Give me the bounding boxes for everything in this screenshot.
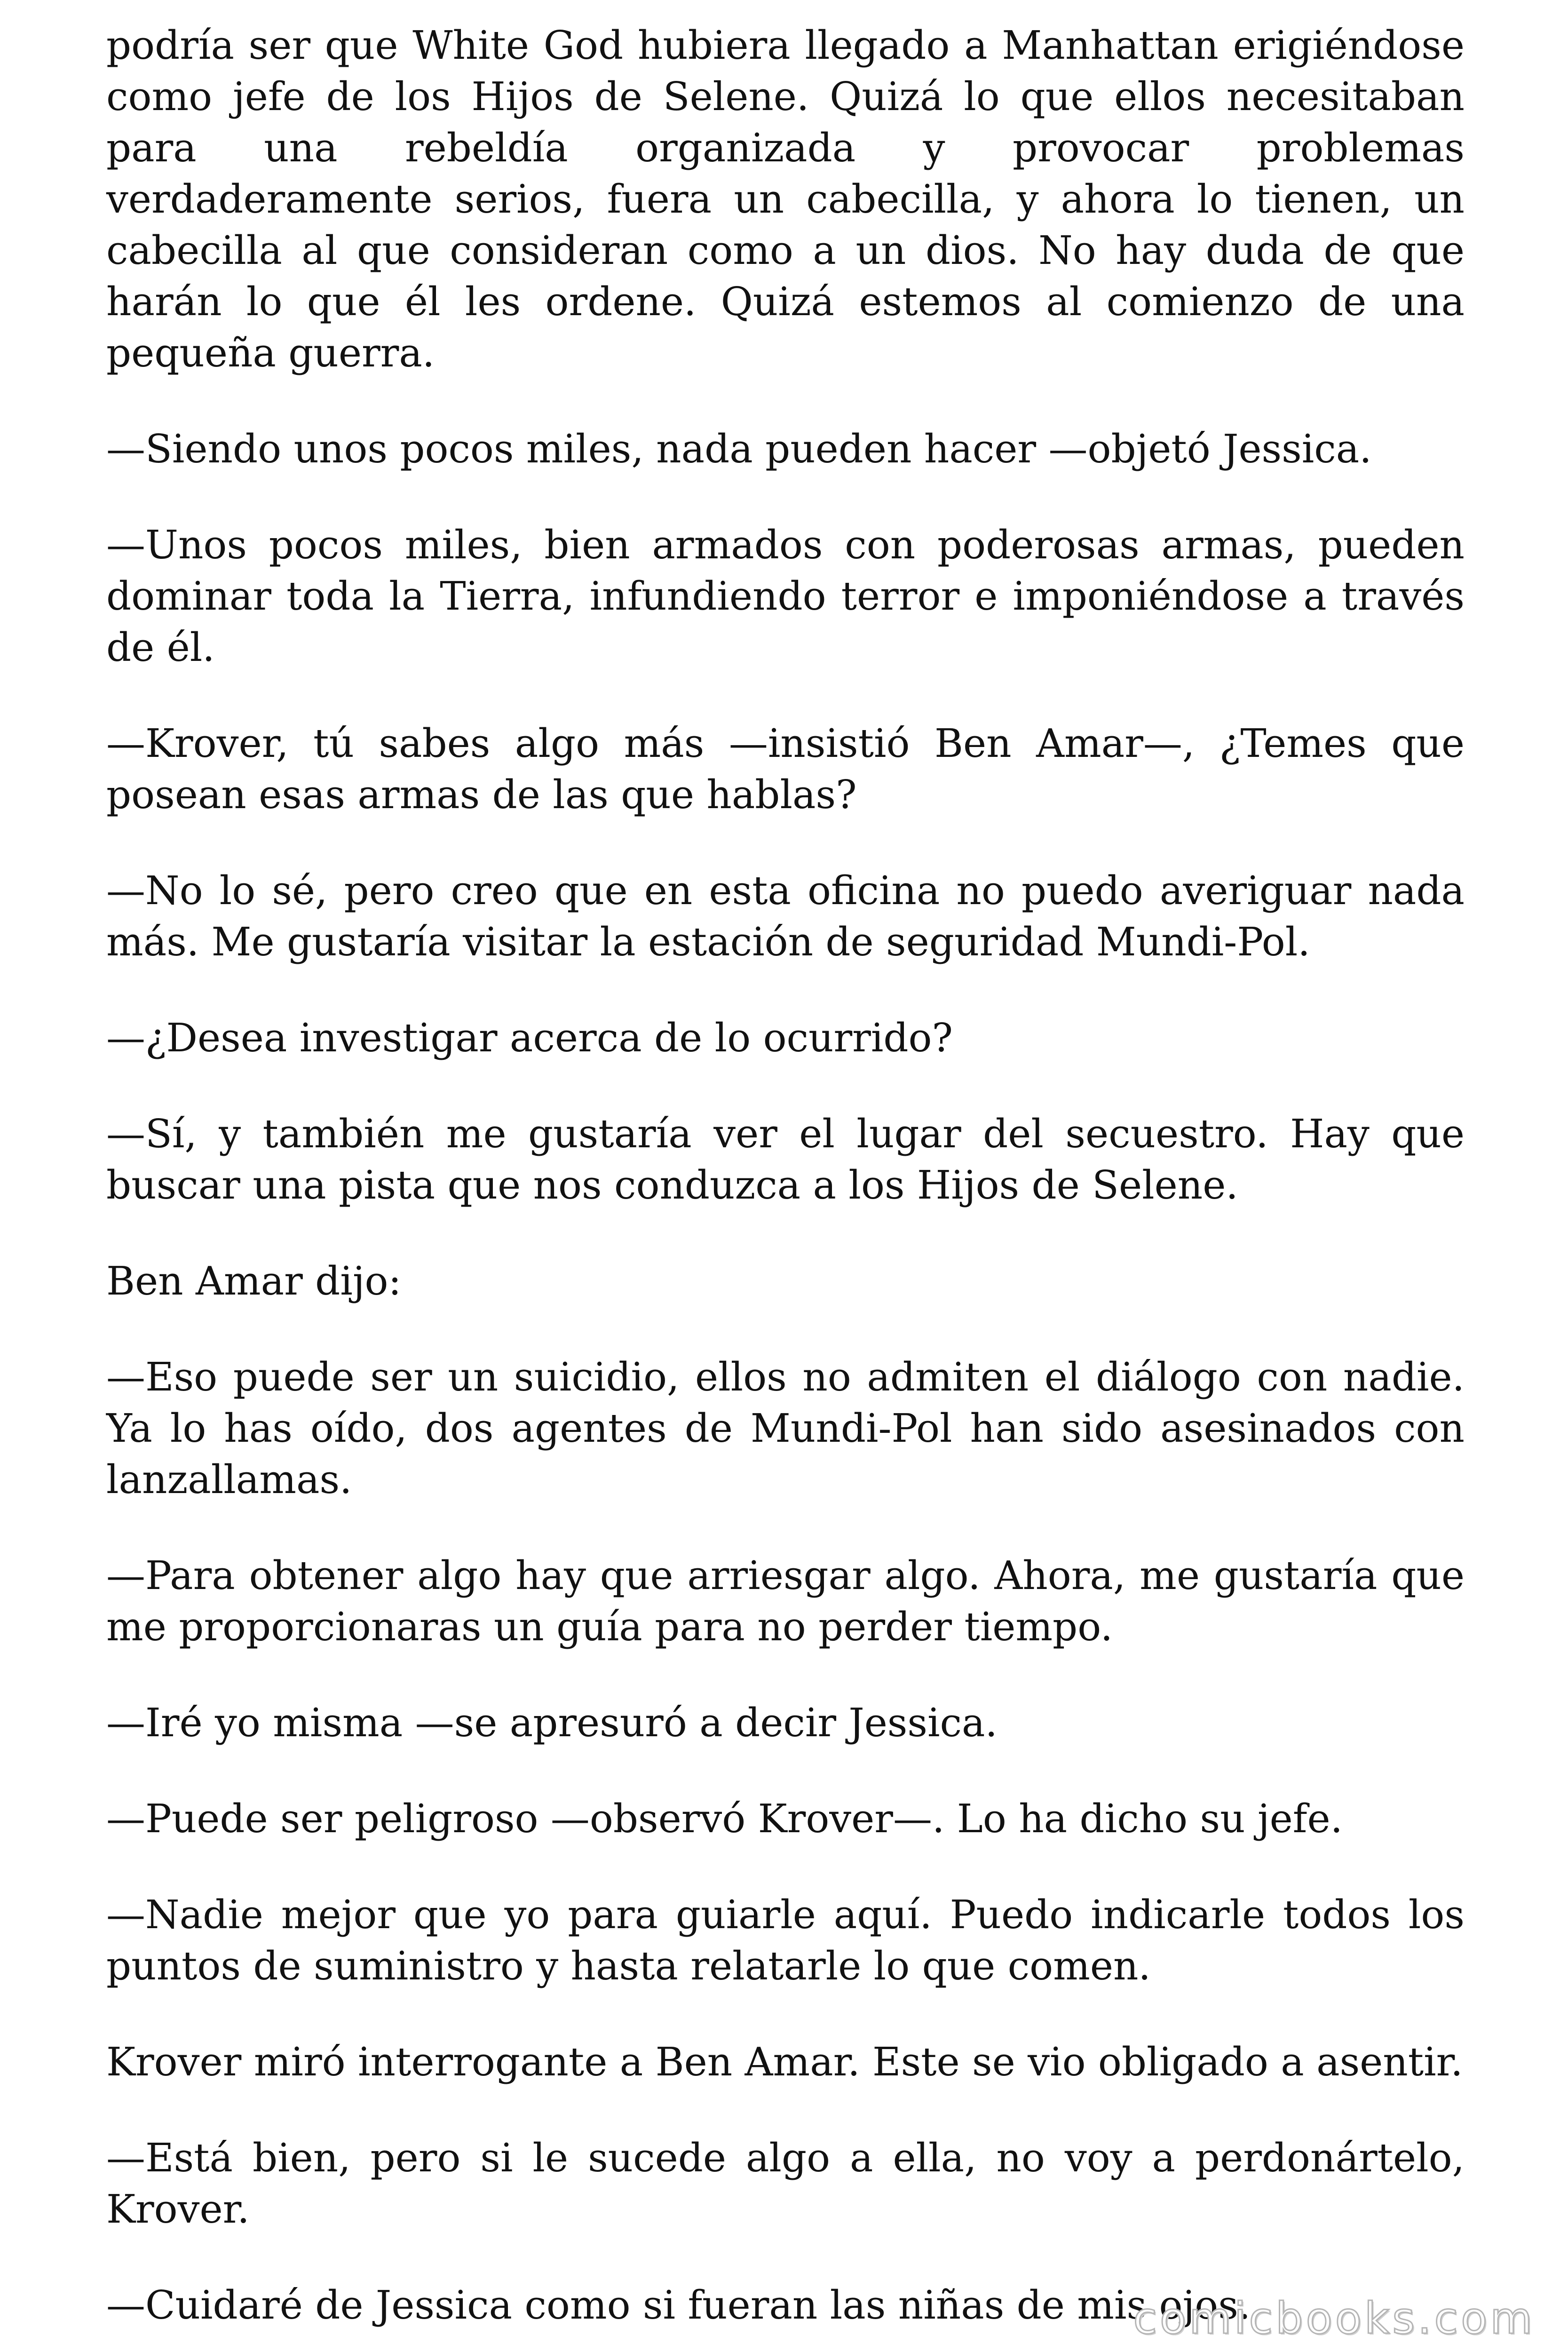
- paragraph: —Está bien, pero si le sucede algo a ella, no voy a perdonártelo, Krover.: [106, 2135, 1465, 2232]
- paragraph: —Iré yo misma —se apresuró a decir Jessica.: [106, 1700, 998, 1746]
- paragraph: —Sí, y también me gustaría ver el lugar del secuestro. Hay que buscar una pista que nos conduzca a los Hijos de Selene.: [106, 1111, 1465, 1208]
- paragraph: —Unos pocos miles, bien armados con poderosas armas, pueden dominar toda la Tierra, infundiendo terror e imponiéndose a través de él.: [106, 522, 1465, 670]
- paragraph: Ben Amar dijo:: [106, 1258, 402, 1304]
- paragraph: —Krover, tú sabes algo más —insistió Ben Amar—, ¿Temes que posean esas armas de las que hablas?: [106, 721, 1465, 818]
- paragraph: —Nadie mejor que yo para guiarle aquí. Puedo indicarle todos los puntos de suministro y hasta relatarle lo que comen.: [106, 1892, 1465, 1989]
- paragraph: —Puede ser peligroso —observó Krover—. Lo ha dicho su jefe.: [106, 1796, 1343, 1842]
- paragraph: —No lo sé, pero creo que en esta oficina no puedo averiguar nada más. Me gustaría visitar la estación de seguridad Mundi-Pol.: [106, 868, 1465, 965]
- paragraph: —Para obtener algo hay que arriesgar algo. Ahora, me gustaría que me proporcionaras un guía para no perder tiempo.: [106, 1553, 1465, 1650]
- paragraph: —Siendo unos pocos miles, nada pueden hacer —objetó Jessica.: [106, 426, 1372, 472]
- watermark-text: comicbooks.com: [1133, 2293, 1535, 2344]
- paragraph: —Eso puede ser un suicidio, ellos no admiten el diálogo con nadie. Ya lo has oído, dos agentes de Mundi-Pol han sido asesinados con lanzallamas.: [106, 1354, 1465, 1502]
- paragraph: —Cuidaré de Jessica como si fueran las niñas de mis ojos.: [106, 2282, 1251, 2328]
- paragraph: podría ser que White God hubiera llegado a Manhattan erigiéndose como jefe de los Hijos de Selene. Quizá lo que ellos necesitaban para una rebeldía organizada y provocar problemas verdaderamente serios, fuera un cabecilla, y ahora lo tienen, un cabecilla al que consideran como a un dios. No hay duda de que harán lo que él les ordene. Quizá estemos al comienzo de una pequeña guerra.: [106, 23, 1465, 376]
- paragraph: —¿Desea investigar acerca de lo ocurrido?: [106, 1015, 953, 1061]
- page-body-text: [106, 20, 1465, 2331]
- paragraph: Krover miró interrogante a Ben Amar. Este se vio obligado a asentir.: [106, 2039, 1463, 2085]
